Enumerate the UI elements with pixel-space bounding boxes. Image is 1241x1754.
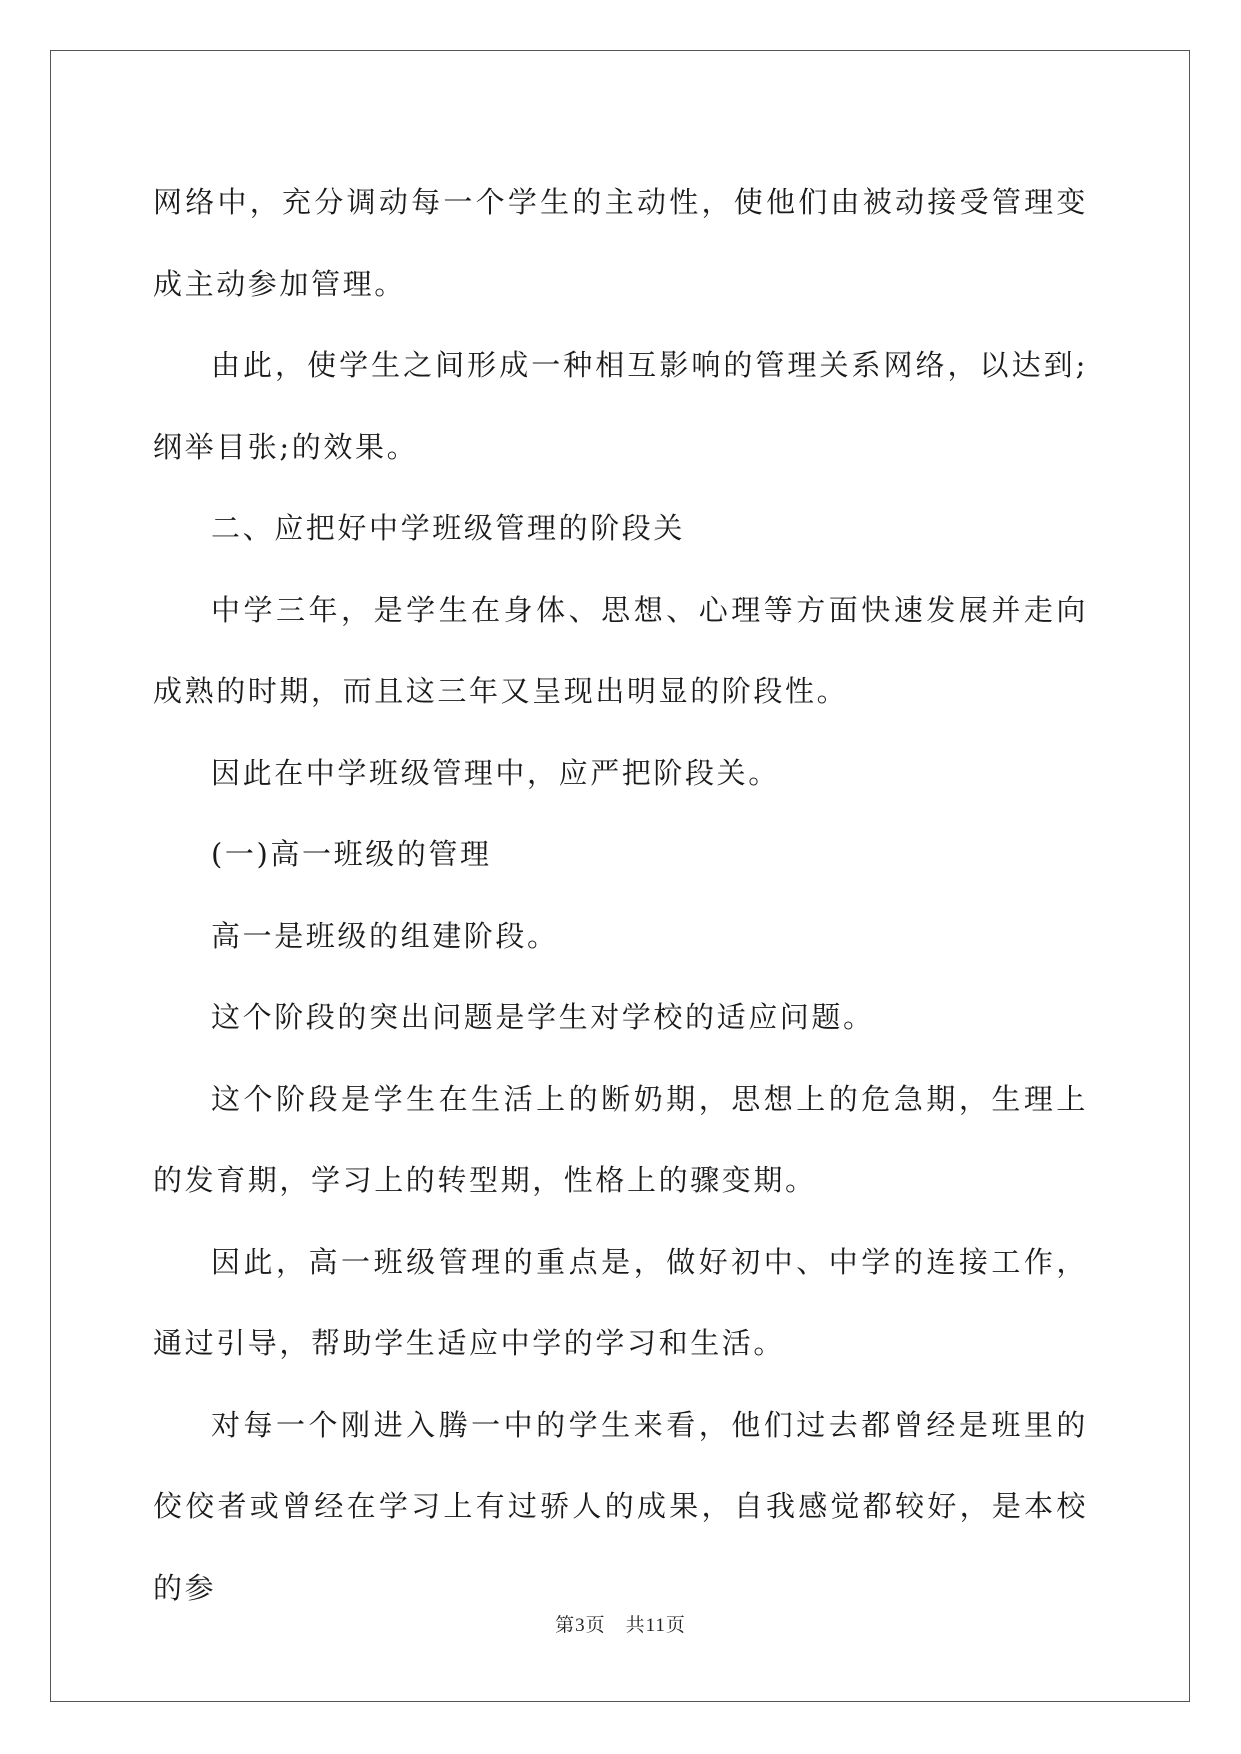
paragraph: 高一是班级的组建阶段。: [211, 918, 559, 953]
document-body: [153, 162, 1088, 1629]
paragraph: 这个阶段的突出问题是学生对学校的适应问题。: [211, 1000, 875, 1034]
paragraph: 因此，高一班级管理的重点是，做好初中、中学的连接工作，通过引导，帮助学生适应中学的学习和生活。: [153, 1244, 1088, 1360]
section-heading: 二、应把好中学班级管理的阶段关: [211, 511, 686, 545]
paragraph: 对每一个刚进入腾一中的学生来看，他们过去都曾经是班里的佼佼者或曾经在学习上有过骄人的成果，自我感觉都较好，是本校的参: [153, 1407, 1088, 1605]
paragraph: 因此在中学班级管理中，应严把阶段关。: [211, 755, 780, 790]
subsection-heading: (一)高一班级的管理: [211, 837, 492, 871]
paragraph: 网络中，充分调动每一个学生的主动性，使他们由被动接受管理变成主动参加管理。: [153, 185, 1088, 301]
paragraph: 由此，使学生之间形成一种相互影响的管理关系网络，以达到;纲举目张;的效果。: [153, 348, 1088, 464]
paragraph: 这个阶段是学生在生活上的断奶期，思想上的危急期，生理上的发育期，学习上的转型期，性格上的骤变期。: [153, 1081, 1088, 1197]
paragraph: 中学三年，是学生在身体、思想、心理等方面快速发展并走向成熟的时期，而且这三年又呈现出明显的阶段性。: [153, 592, 1088, 708]
page-number: 第3页 共11页: [555, 1615, 686, 1636]
